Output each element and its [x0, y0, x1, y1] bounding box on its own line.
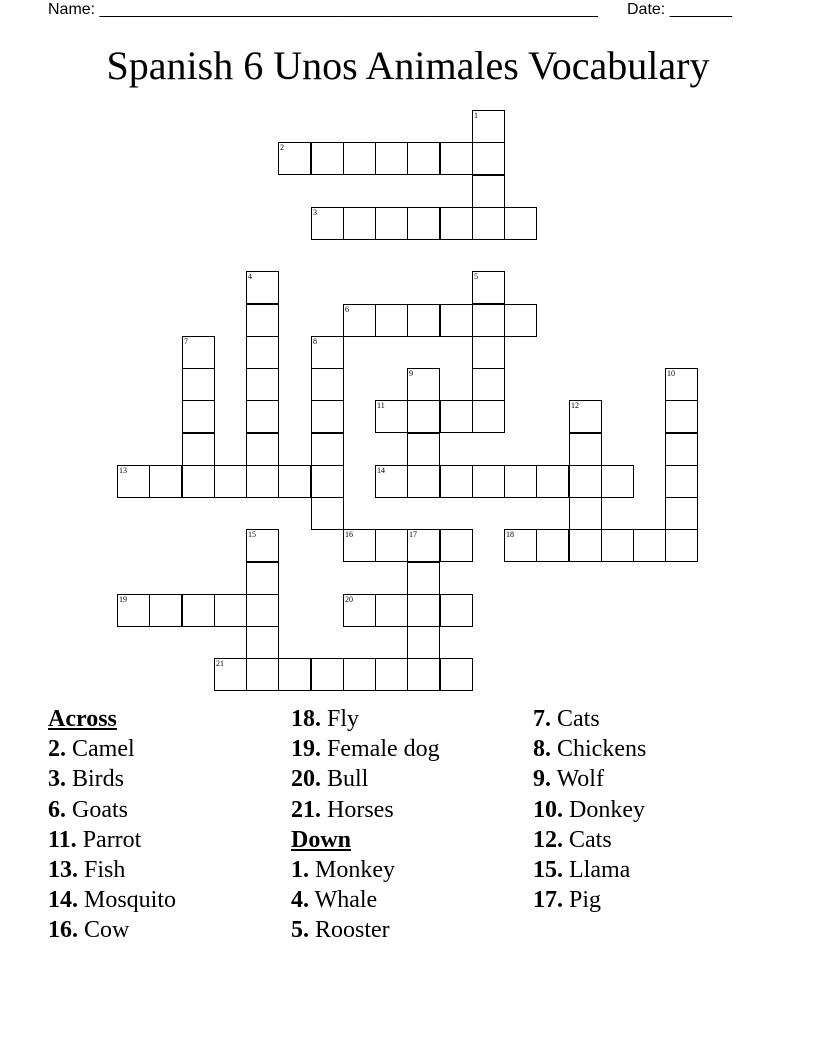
grid-cell[interactable] [665, 368, 698, 401]
grid-cell[interactable] [440, 304, 473, 337]
grid-cell[interactable] [569, 433, 602, 466]
grid-cell[interactable] [149, 594, 182, 627]
clue-number: 12 [571, 401, 579, 410]
clue-number: 1 [474, 111, 478, 120]
grid-cell[interactable] [472, 400, 505, 433]
clue-across-19: 19. Female dog [291, 736, 440, 763]
grid-cell[interactable] [311, 400, 344, 433]
grid-cell[interactable] [407, 562, 440, 595]
clue-number: 14 [377, 466, 385, 475]
grid-cell[interactable] [375, 594, 408, 627]
grid-cell[interactable] [311, 433, 344, 466]
clue-number: 10 [667, 369, 675, 378]
grid-cell[interactable] [472, 175, 505, 208]
clue-number: 5 [474, 272, 478, 281]
grid-cell[interactable] [601, 465, 634, 498]
grid-cell[interactable] [440, 465, 473, 498]
grid-cell[interactable] [665, 400, 698, 433]
grid-cell[interactable] [569, 400, 602, 433]
down-heading: Down [291, 826, 352, 853]
grid-cell[interactable] [246, 271, 279, 304]
clue-number: 13 [119, 466, 127, 475]
grid-cell[interactable] [311, 207, 344, 240]
grid-cell[interactable] [311, 497, 344, 530]
clue-down-10: 10. Donkey [533, 796, 645, 823]
grid-cell[interactable] [407, 658, 440, 691]
grid-cell[interactable] [214, 658, 247, 691]
grid-cell[interactable] [375, 304, 408, 337]
grid-cell[interactable] [569, 529, 602, 562]
grid-cell[interactable] [343, 207, 376, 240]
grid-cell[interactable] [440, 529, 473, 562]
grid-cell[interactable] [311, 142, 344, 175]
grid-cell[interactable] [214, 594, 247, 627]
grid-cell[interactable] [472, 142, 505, 175]
grid-cell[interactable] [149, 465, 182, 498]
date-field-label: Date: _______ [627, 1, 732, 18]
grid-cell[interactable] [407, 433, 440, 466]
clue-across-16: 16. Cow [48, 917, 130, 944]
grid-cell[interactable] [311, 368, 344, 401]
clue-number: 9 [409, 369, 413, 378]
grid-cell[interactable] [407, 142, 440, 175]
grid-cell[interactable] [246, 594, 279, 627]
grid-cell[interactable] [182, 465, 215, 498]
grid-cell[interactable] [182, 368, 215, 401]
grid-cell[interactable] [343, 304, 376, 337]
grid-cell[interactable] [601, 529, 634, 562]
grid-cell[interactable] [182, 336, 215, 369]
clue-down-1: 1. Monkey [291, 857, 395, 884]
grid-cell[interactable] [569, 465, 602, 498]
grid-cell[interactable] [504, 207, 537, 240]
grid-cell[interactable] [504, 465, 537, 498]
clue-across-3: 3. Birds [48, 766, 125, 793]
grid-cell[interactable] [504, 529, 537, 562]
grid-cell[interactable] [472, 207, 505, 240]
grid-cell[interactable] [246, 433, 279, 466]
grid-cell[interactable] [407, 368, 440, 401]
clue-across-21: 21. Horses [291, 796, 394, 823]
clue-number: 4 [248, 272, 252, 281]
grid-cell[interactable] [343, 594, 376, 627]
clue-number: 7 [184, 337, 188, 346]
grid-cell[interactable] [440, 400, 473, 433]
grid-cell[interactable] [278, 465, 311, 498]
grid-cell[interactable] [472, 465, 505, 498]
clue-number: 3 [313, 208, 317, 217]
grid-cell[interactable] [375, 465, 408, 498]
grid-cell[interactable] [246, 562, 279, 595]
grid-cell[interactable] [246, 336, 279, 369]
clue-down-7: 7. Cats [533, 706, 600, 732]
grid-cell[interactable] [375, 142, 408, 175]
grid-cell[interactable] [407, 207, 440, 240]
grid-cell[interactable] [343, 142, 376, 175]
grid-cell[interactable] [311, 465, 344, 498]
name-field-label: Name: ________________________________________________________ [48, 1, 598, 18]
clue-across-14: 14. Mosquito [48, 887, 177, 914]
grid-cell[interactable] [407, 626, 440, 659]
grid-cell[interactable] [278, 142, 311, 175]
clue-number: 8 [313, 337, 317, 346]
clue-down-15: 15. Llama [533, 857, 631, 884]
clue-down-5: 5. Rooster [291, 917, 390, 944]
clue-column-1 [48, 704, 176, 946]
clue-number: 15 [248, 530, 256, 539]
grid-cell[interactable] [472, 110, 505, 143]
grid-cell[interactable] [407, 400, 440, 433]
grid-cell[interactable] [246, 626, 279, 659]
grid-cell[interactable] [569, 497, 602, 530]
grid-cell[interactable] [343, 529, 376, 562]
grid-cell[interactable] [472, 304, 505, 337]
grid-cell[interactable] [375, 529, 408, 562]
grid-cell[interactable] [665, 465, 698, 498]
grid-cell[interactable] [311, 658, 344, 691]
clue-number: 6 [345, 305, 349, 314]
clue-number: 18 [506, 530, 514, 539]
clue-number: 20 [345, 595, 353, 604]
clue-number: 17 [409, 530, 417, 539]
grid-cell[interactable] [440, 594, 473, 627]
clue-across-6: 6. Goats [48, 796, 128, 823]
grid-cell[interactable] [536, 465, 569, 498]
grid-cell[interactable] [117, 465, 150, 498]
clue-across-2: 2. Camel [48, 736, 135, 763]
clue-column-3 [533, 704, 646, 915]
grid-cell[interactable] [472, 368, 505, 401]
clue-number: 21 [216, 659, 224, 668]
clue-across-20: 20. Bull [291, 766, 369, 793]
grid-cell[interactable] [182, 433, 215, 466]
clue-number: 16 [345, 530, 353, 539]
grid-cell[interactable] [246, 529, 279, 562]
grid-cell[interactable] [472, 271, 505, 304]
clue-down-8: 8. Chickens [533, 736, 647, 763]
grid-cell[interactable] [407, 465, 440, 498]
grid-cell[interactable] [665, 433, 698, 466]
grid-cell[interactable] [375, 658, 408, 691]
grid-cell[interactable] [375, 207, 408, 240]
grid-cell[interactable] [504, 304, 537, 337]
grid-cell[interactable] [440, 658, 473, 691]
grid-cell[interactable] [633, 529, 666, 562]
clue-across-18: 18. Fly [291, 706, 360, 732]
grid-cell[interactable] [246, 658, 279, 691]
clue-down-4: 4. Whale [291, 887, 378, 914]
grid-cell[interactable] [246, 400, 279, 433]
grid-cell[interactable] [246, 465, 279, 498]
grid-cell[interactable] [536, 529, 569, 562]
grid-cell[interactable] [440, 142, 473, 175]
grid-cell[interactable] [407, 594, 440, 627]
across-heading: Across [48, 706, 117, 732]
grid-cell[interactable] [246, 368, 279, 401]
grid-cell[interactable] [182, 594, 215, 627]
grid-cell[interactable] [343, 658, 376, 691]
grid-cell[interactable] [440, 207, 473, 240]
clue-across-13: 13. Fish [48, 857, 126, 884]
grid-cell[interactable] [311, 336, 344, 369]
clue-number: 2 [280, 143, 284, 152]
grid-cell[interactable] [117, 594, 150, 627]
grid-cell[interactable] [407, 529, 440, 562]
page-title: Spanish 6 Unos Animales Vocabulary [106, 43, 710, 88]
grid-cell[interactable] [182, 400, 215, 433]
grid-cell[interactable] [472, 336, 505, 369]
clue-down-9: 9. Wolf [533, 766, 604, 793]
grid-cell[interactable] [214, 465, 247, 498]
grid-cell[interactable] [665, 497, 698, 530]
clue-down-17: 17. Pig [533, 887, 602, 914]
grid-cell[interactable] [407, 304, 440, 337]
clue-down-12: 12. Cats [533, 826, 612, 853]
grid-cell[interactable] [246, 304, 279, 337]
grid-cell[interactable] [278, 658, 311, 691]
clue-across-11: 11. Parrot [48, 826, 142, 853]
clue-column-2 [291, 704, 440, 946]
grid-cell[interactable] [375, 400, 408, 433]
grid-cell[interactable] [665, 529, 698, 562]
clue-number: 11 [377, 401, 385, 410]
clue-number: 19 [119, 595, 127, 604]
